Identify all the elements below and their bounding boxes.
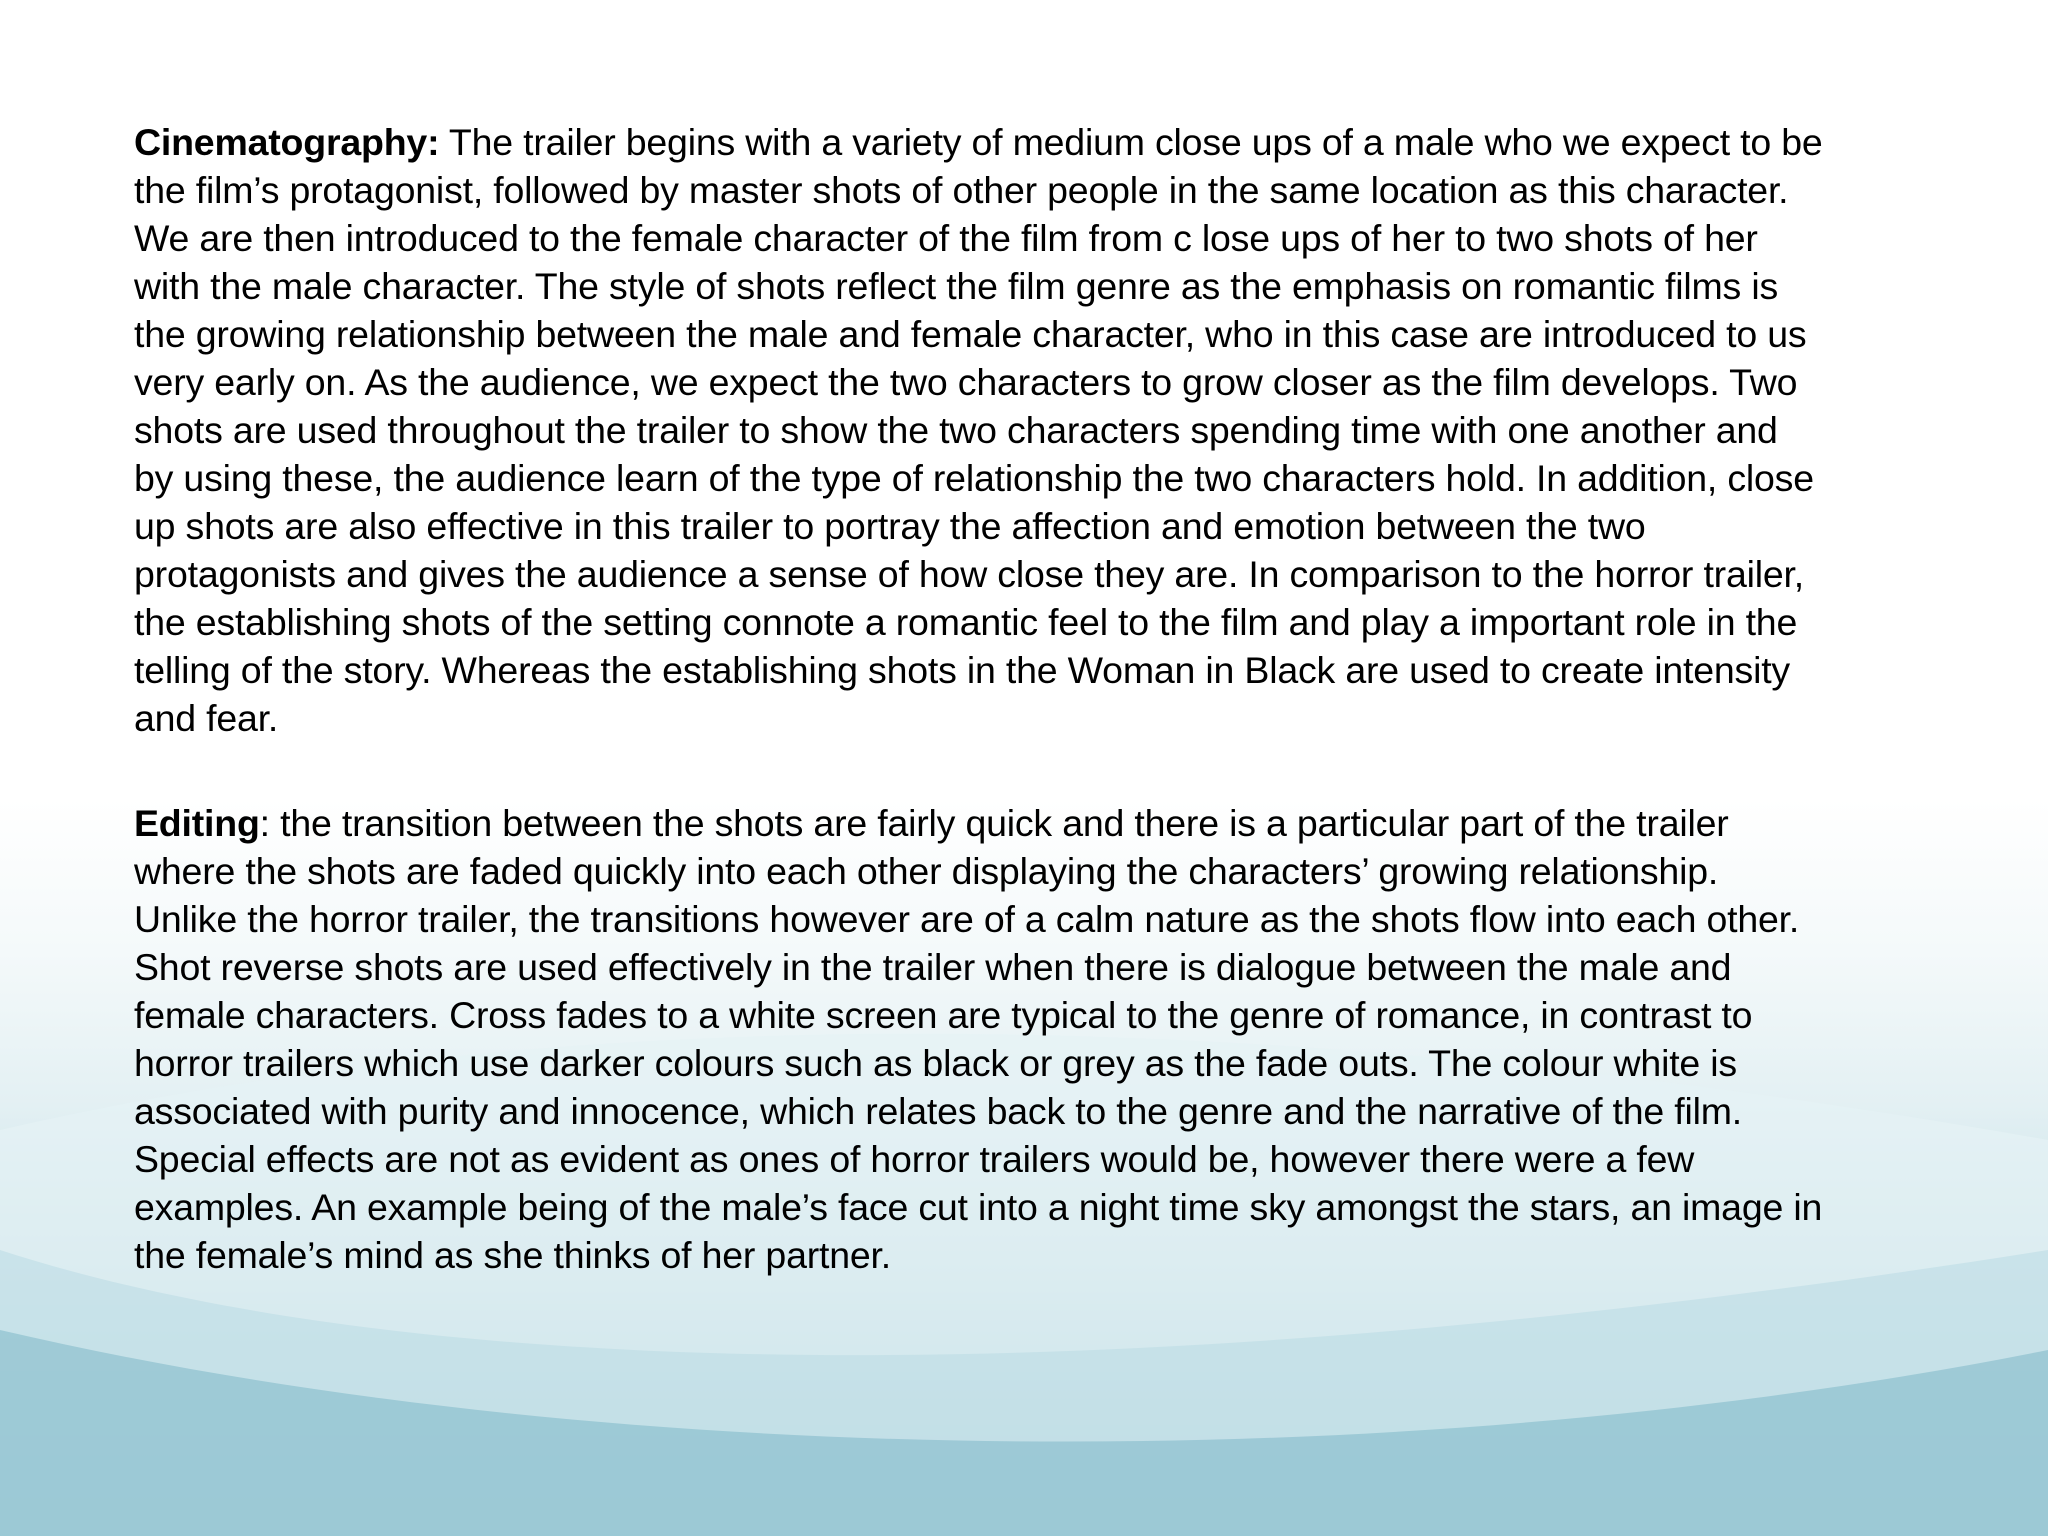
heading-cinematography: Cinematography: <box>134 121 440 163</box>
paragraph-editing <box>134 799 1954 1279</box>
text-editing: the transition between the shots are fairly quick and there is a particular part of the trailer where the shots are faded quickly into each other displaying the characters’ growing relationship. Unlike the horror trailer, the transitions however are of a calm nature as the shots flow into each other. Shot reverse shots are used effectively in the trailer when there is dialogue between the male and female characters. Cross fades to a white screen are typical to the genre of romance, in contrast to horror trailers which use darker colours such as black or grey as the fade outs. The colour white is associated with purity and innocence, which relates back to the genre and the narrative of the film. Special effects are not as evident as ones of horror trailers would be, however there were a few examples. An example being of the male’s face cut into a night time sky amongst the stars, an image in the female’s mind as she thinks of her partner. <box>134 802 1823 1276</box>
paragraph-cinematography <box>134 118 1954 742</box>
slide-body <box>134 118 1954 1279</box>
heading-punct-editing: : <box>259 802 270 844</box>
text-cinematography: The trailer begins with a variety of medium close ups of a male who we expect to be the film’s protagonist, followed by master shots of other people in the same location as this character. We are then introduced to the female character of the film from c lose ups of her to two shots of her with the male character. The style of shots reflect the film genre as the emphasis on romantic films is the growing relationship between the male and female character, who in this case are introduced to us very early on. As the audience, we expect the two characters to grow closer as the film develops. Two shots are used throughout the trailer to show the two characters spending time with one another and by using these, the audience learn of the type of relationship the two characters hold. In addition, close up shots are also effective in this trailer to portray the affection and emotion between the two protagonists and gives the audience a sense of how close they are. In comparison to the horror trailer, the establishing shots of the setting connote a romantic feel to the film and play a important role in the telling of the story. Whereas the establishing shots in the Woman in Black are used to create intensity and fear. <box>134 121 1823 739</box>
heading-editing: Editing <box>134 802 260 844</box>
